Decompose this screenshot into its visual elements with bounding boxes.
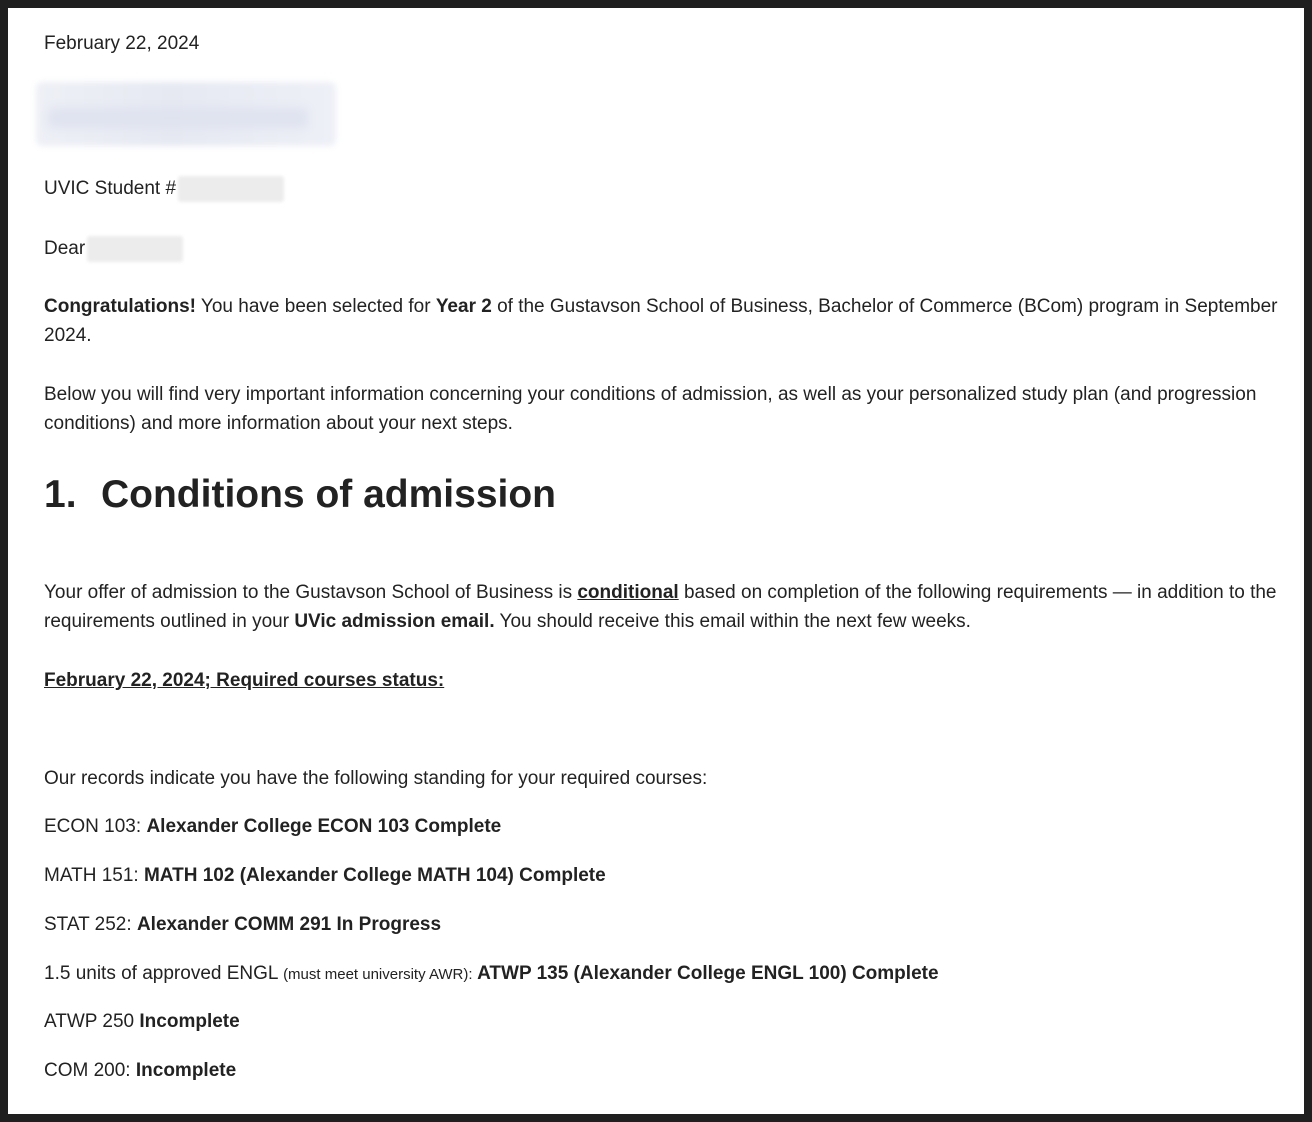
salutation-line (44, 234, 183, 263)
course-label: 1.5 units of approved ENGL (44, 963, 284, 984)
course-row (44, 910, 441, 939)
course-status: ATWP 135 (Alexander College ENGL 100) Complete (472, 963, 939, 984)
year-label: Year 2 (435, 296, 492, 317)
section-heading (44, 470, 556, 520)
redacted-address (36, 82, 336, 146)
course-label: ECON 103: (44, 816, 147, 837)
offer-paragraph: Your offer of admission to the Gustavson School of Business is conditional based on completion of the following requirements — in addition to the requirements outlined in your UVic admission email. You should receive this email within the next few weeks. (44, 582, 1277, 632)
course-status: MATH 102 (Alexander College MATH 104) Complete (143, 865, 606, 886)
course-status: Incomplete (139, 1011, 240, 1032)
student-number-line (44, 174, 284, 203)
admission-email-text: UVic admission email. (294, 611, 495, 632)
course-row (44, 959, 939, 989)
salutation: Dear (44, 238, 86, 259)
section-title: Conditions of admission (101, 473, 556, 516)
congratulations-paragraph: Congratulations! You have been selected for Year 2 of the Gustavson School of Business, Bachelor of Commerce (BCom) program in September 2024. (44, 296, 1278, 346)
course-label: MATH 151: (44, 865, 144, 886)
course-label: STAT 252: (44, 914, 137, 935)
congratulations-lead: Congratulations! (44, 296, 196, 317)
course-row (44, 861, 606, 890)
records-intro: Our records indicate you have the following standing for your required courses: (44, 768, 708, 789)
conditional-text: conditional (577, 582, 679, 603)
course-label: COM 200: (44, 1060, 136, 1081)
course-label: ATWP 250 (44, 1011, 140, 1032)
course-status: Alexander College ECON 103 Complete (146, 816, 502, 837)
section-number: 1. (44, 473, 77, 516)
intro-paragraph: Below you will find very important information concerning your conditions of admission, as well as your personalized study plan (and progression conditions) and more information about your next steps. (44, 384, 1257, 434)
course-row (44, 1056, 236, 1085)
course-row (44, 812, 501, 841)
redacted-student-number (178, 176, 284, 202)
letter-page (8, 8, 1304, 1114)
student-number-label: UVIC Student # (44, 178, 177, 199)
course-status: Alexander COMM 291 In Progress (136, 914, 442, 935)
letter-date: February 22, 2024 (44, 33, 200, 54)
course-note: (must meet university AWR): (283, 966, 473, 983)
status-heading: February 22, 2024; Required courses status: (44, 670, 445, 691)
redacted-name (87, 236, 183, 262)
course-status: Incomplete (135, 1060, 237, 1081)
course-row (44, 1007, 240, 1036)
